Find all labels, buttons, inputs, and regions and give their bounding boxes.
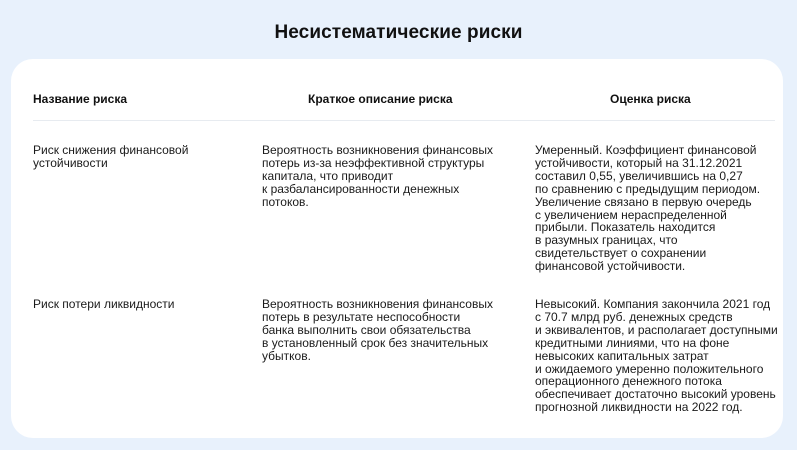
header-risk-name: Название риска [33, 92, 128, 106]
risk-table-card [11, 59, 783, 438]
header-risk-assessment: Оценка риска [610, 92, 691, 106]
page-title: Несистематические риски [274, 22, 523, 43]
row-1-risk-name: Риск снижения финансовой устойчивости [33, 143, 189, 170]
header-divider [33, 120, 775, 121]
header-risk-description: Краткое описание риска [308, 92, 453, 106]
row-2-risk-description: Вероятность возникновения финансовых потерь в результате неспособности банка выполнить свои обязательства в установленный срок без значительных убытков. [262, 297, 493, 363]
table-header-row [11, 92, 783, 110]
row-1-risk-assessment: Умеренный. Коэффициент финансовой устойчивости, который на 31.12.2021 составил 0,55, увеличившись на 0,27 по сравнению с предыдущим периодом. Увеличение связано в первую очередь с увеличением нераспределенной прибыли. Показатель находится в разумных границах, что свидетельствует о сохранении финансовой устойчивости. [535, 143, 761, 274]
row-1-risk-description: Вероятность возникновения финансовых потерь из-за неэффективной структуры капитала, что приводит к разбалансированности денежных потоков. [262, 143, 493, 209]
row-2-risk-assessment: Невысокий. Компания закончила 2021 год с 70.7 млрд руб. денежных средств и эквивалентов, и располагает доступными кредитными линиями, что на фоне невысоких капитальных затрат и ожидаемого умеренно положительного операционного денежного потока обеспечивает достаточно высокий уровень прогнозной ликвидности на 2022 год. [535, 297, 778, 415]
row-2-risk-name: Риск потери ликвидности [33, 297, 175, 311]
